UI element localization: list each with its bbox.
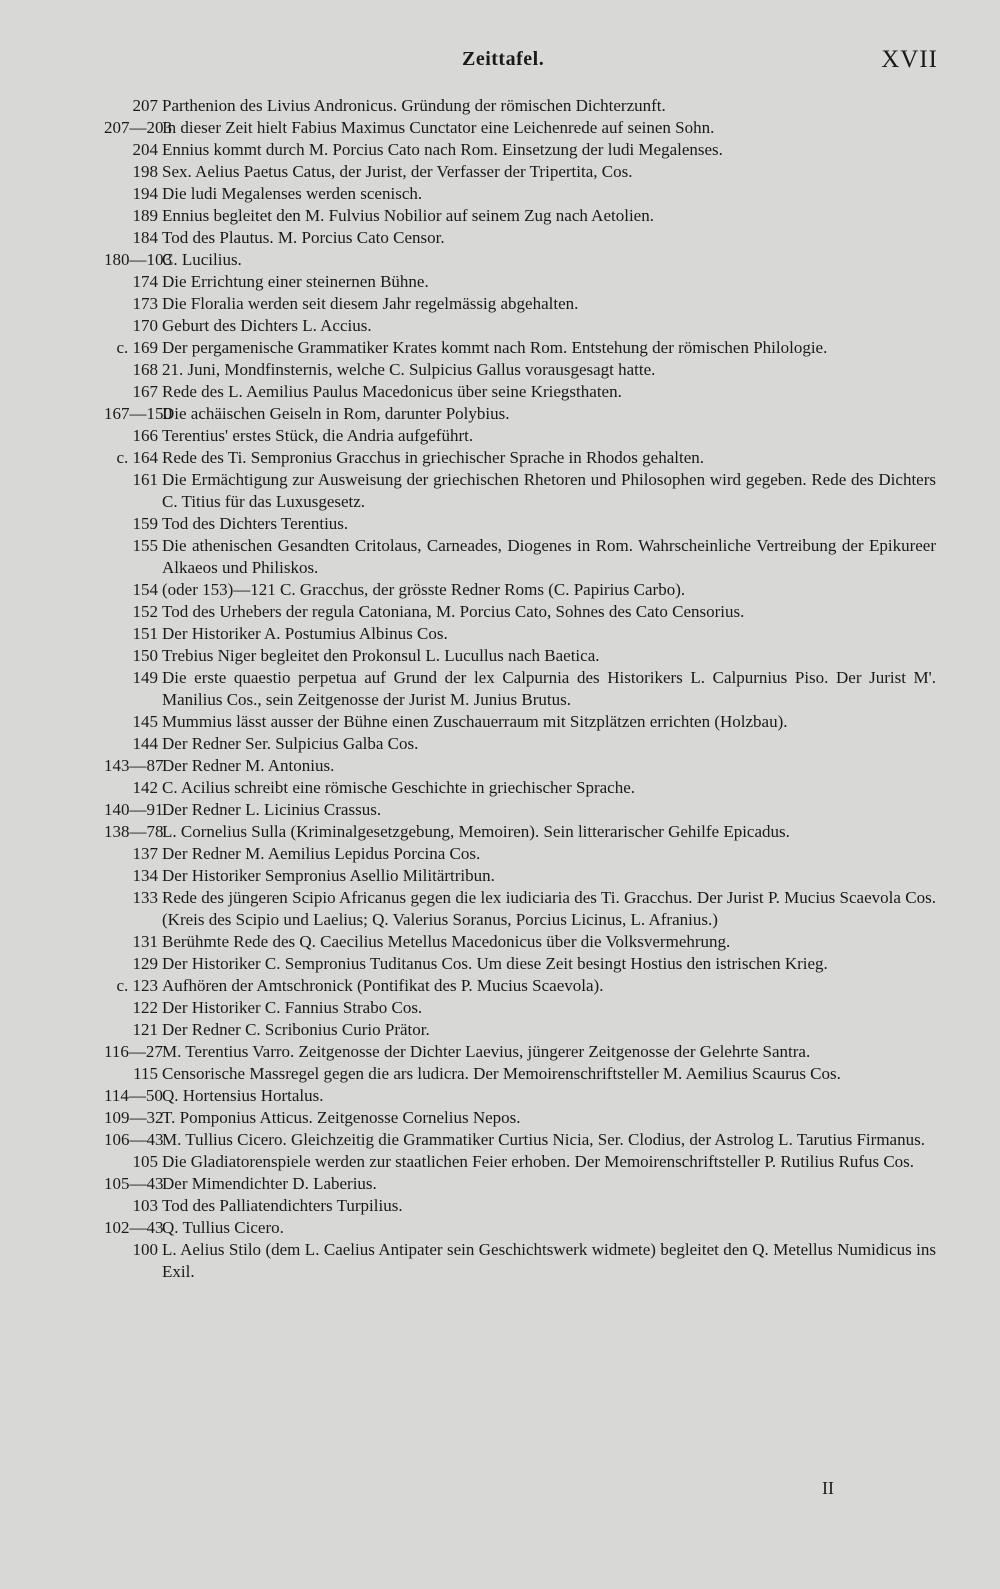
entry-date: c. 123	[116, 976, 158, 995]
entry-date: 105—43	[104, 1174, 164, 1193]
entry-date: 145	[132, 712, 158, 731]
chronology-entry	[80, 535, 936, 579]
entry-text: Aufhören der Amtschronick (Pontifikat des P. Mucius Scaevola).	[162, 976, 604, 995]
entry-date: 152	[132, 602, 158, 621]
chronology-entry	[80, 579, 936, 601]
entry-text: L. Cornelius Sulla (Kriminalgesetzgebung, Memoiren). Sein litterarischer Gehilfe Epicadus.	[162, 822, 790, 841]
entry-text: Ennius kommt durch M. Porcius Cato nach Rom. Einsetzung der ludi Megalenses.	[162, 140, 723, 159]
chronology-entry	[80, 1063, 936, 1085]
entry-date: 174	[132, 272, 158, 291]
chronology-entry	[80, 205, 936, 227]
entry-text: Trebius Niger begleitet den Prokonsul L. Lucullus nach Baetica.	[162, 646, 600, 665]
entry-date: 102—43	[104, 1218, 164, 1237]
chronology-entry	[80, 975, 936, 997]
entry-text: Der Historiker Sempronius Asellio Militärtribun.	[162, 866, 495, 885]
entry-date: 103	[132, 1196, 158, 1215]
chronology-entry	[80, 447, 936, 469]
entry-text: Ennius begleitet den M. Fulvius Nobilior auf seinem Zug nach Aetolien.	[162, 206, 654, 225]
entry-text: Der Redner C. Scribonius Curio Prätor.	[162, 1020, 430, 1039]
chronology-entry	[80, 117, 936, 139]
entry-text: M. Terentius Varro. Zeitgenosse der Dichter Laevius, jüngerer Zeitgenosse der Gelehrte Santra.	[162, 1042, 811, 1061]
entry-date: 133	[132, 888, 158, 907]
entry-text: Die Gladiatorenspiele werden zur staatlichen Feier erhoben. Der Memoirenschriftsteller P. Rutilius Rufus Cos.	[162, 1152, 915, 1171]
entry-text: (oder 153)—121 C. Gracchus, der grösste Redner Roms (C. Papirius Carbo).	[162, 580, 686, 599]
entry-date: 170	[132, 316, 158, 335]
entry-date: 121	[132, 1020, 158, 1039]
chronology-entry	[80, 469, 936, 513]
entry-date: 142	[132, 778, 158, 797]
entry-text: Der Redner L. Licinius Crassus.	[162, 800, 382, 819]
entry-date: 129	[132, 954, 158, 973]
chronology-entry	[80, 777, 936, 799]
entry-text: Sex. Aelius Paetus Catus, der Jurist, der Verfasser der Tripertita, Cos.	[162, 162, 633, 181]
entry-date: 155	[132, 536, 158, 555]
entry-text: Die Floralia werden seit diesem Jahr regelmässig abgehalten.	[162, 294, 579, 313]
chronology-entry	[80, 1173, 936, 1195]
chronology-entry	[80, 1085, 936, 1107]
chronology-entry	[80, 623, 936, 645]
chronology-entry	[80, 601, 936, 623]
signature-mark: II	[822, 1478, 834, 1498]
entry-date: 138—78	[104, 822, 164, 841]
entry-text: Der Redner Ser. Sulpicius Galba Cos.	[162, 734, 419, 753]
entry-text: L. Aelius Stilo (dem L. Caelius Antipater sein Geschichtswerk widmete) begleitet den Q. Metellus Numidicus ins Exil.	[162, 1240, 936, 1281]
chronology-entry	[80, 997, 936, 1019]
entry-date: 167—150	[104, 404, 172, 423]
entry-date: 151	[132, 624, 158, 643]
entry-date: 140—91	[104, 800, 164, 819]
entry-date: 161	[132, 470, 158, 489]
running-header	[0, 44, 1000, 84]
entry-text: Der Mimendichter D. Laberius.	[162, 1174, 377, 1193]
entry-date: 173	[132, 294, 158, 313]
entry-date: 166	[132, 426, 158, 445]
entry-text: Die erste quaestio perpetua auf Grund der lex Calpurnia des Historikers L. Calpurnius Piso. Der Jurist M'. Manilius Cos., sein Zeitgenosse der Jurist M. Junius Brutus.	[162, 668, 936, 709]
chronology-entry	[80, 513, 936, 535]
chronology-entry	[80, 227, 936, 249]
chronology-entry	[80, 1239, 936, 1283]
chronology-entry	[80, 161, 936, 183]
chronology-entry	[80, 887, 936, 931]
entry-date: 150	[132, 646, 158, 665]
entry-text: Tod des Plautus. M. Porcius Cato Censor.	[162, 228, 445, 247]
entry-text: Die athenischen Gesandten Critolaus, Carneades, Diogenes in Rom. Wahrscheinliche Vertreibung der Epikureer Alkaeos und Philiskos.	[162, 536, 936, 577]
entry-date: 131	[132, 932, 158, 951]
chronology-entry	[80, 843, 936, 865]
chronology-entry	[80, 931, 936, 953]
chronology-entry	[80, 1019, 936, 1041]
entry-date: 207—203	[104, 118, 172, 137]
entry-date: 122	[132, 998, 158, 1017]
entry-text: Die Errichtung einer steinernen Bühne.	[162, 272, 429, 291]
chronology-entry	[80, 645, 936, 667]
entry-date: 167	[132, 382, 158, 401]
chronology-entry	[80, 359, 936, 381]
entry-date: 109—32	[104, 1108, 164, 1127]
chronology-entry	[80, 337, 936, 359]
entry-date: 137	[132, 844, 158, 863]
entry-date: 189	[132, 206, 158, 225]
chronology-entry	[80, 425, 936, 447]
entry-date: 106—43	[104, 1130, 164, 1149]
page-number: XVII	[881, 46, 938, 73]
entry-date: 105	[132, 1152, 158, 1171]
entry-date: 198	[132, 162, 158, 181]
entry-text: Censorische Massregel gegen die ars ludicra. Der Memoirenschriftsteller M. Aemilius Scaurus Cos.	[162, 1064, 841, 1083]
chronology-entry	[80, 733, 936, 755]
entry-date: 159	[132, 514, 158, 533]
chronology-list	[80, 95, 936, 1283]
entry-text: Rede des Ti. Sempronius Gracchus in griechischer Sprache in Rhodos gehalten.	[162, 448, 705, 467]
chronology-entry	[80, 799, 936, 821]
entry-date: 180—103	[104, 250, 172, 269]
entry-date: 149	[132, 668, 158, 687]
entry-text: Q. Tullius Cicero.	[162, 1218, 284, 1237]
entry-text: Rede des L. Aemilius Paulus Macedonicus über seine Kriegsthaten.	[162, 382, 622, 401]
chronology-entry	[80, 381, 936, 403]
chronology-entry	[80, 1129, 936, 1151]
entry-text: Der Historiker A. Postumius Albinus Cos.	[162, 624, 448, 643]
entry-text: Parthenion des Livius Andronicus. Gründung der römischen Dichterzunft.	[162, 96, 666, 115]
entry-text: Geburt des Dichters L. Accius.	[162, 316, 372, 335]
chronology-entry	[80, 1107, 936, 1129]
chronology-entry	[80, 711, 936, 733]
entry-text: Der Redner M. Antonius.	[162, 756, 335, 775]
entry-text: T. Pomponius Atticus. Zeitgenosse Cornelius Nepos.	[162, 1108, 521, 1127]
chronology-entry	[80, 139, 936, 161]
entry-text: In dieser Zeit hielt Fabius Maximus Cunctator eine Leichenrede auf seinen Sohn.	[162, 118, 715, 137]
entry-date: 100	[132, 1240, 158, 1259]
entry-text: Berühmte Rede des Q. Caecilius Metellus Macedonicus über die Volksvermehrung.	[162, 932, 731, 951]
chronology-entry	[80, 403, 936, 425]
chronology-entry	[80, 1217, 936, 1239]
chronology-entry	[80, 183, 936, 205]
entry-text: Mummius lässt ausser der Bühne einen Zuschauerraum mit Sitzplätzen errichten (Holzbau).	[162, 712, 788, 731]
chronology-entry	[80, 667, 936, 711]
chronology-entry	[80, 755, 936, 777]
entry-text: Der Redner M. Aemilius Lepidus Porcina Cos.	[162, 844, 481, 863]
entry-date: 168	[132, 360, 158, 379]
entry-date: 154	[132, 580, 158, 599]
chronology-entry	[80, 821, 936, 843]
entry-date: 194	[132, 184, 158, 203]
chronology-entry	[80, 95, 936, 117]
entry-date: 207	[132, 96, 158, 115]
chronology-entry	[80, 293, 936, 315]
entry-date: 184	[132, 228, 158, 247]
entry-text: Der pergamenische Grammatiker Krates kommt nach Rom. Entstehung der römischen Philologie.	[162, 338, 828, 357]
chronology-entry	[80, 271, 936, 293]
entry-date: 144	[132, 734, 158, 753]
entry-date: 143—87	[104, 756, 164, 775]
entry-text: M. Tullius Cicero. Gleichzeitig die Grammatiker Curtius Nicia, Ser. Clodius, der Astrolog L. Tarutius Firmanus.	[162, 1130, 925, 1149]
entry-text: Terentius' erstes Stück, die Andria aufgeführt.	[162, 426, 474, 445]
entry-date: c. 164	[116, 448, 158, 467]
chronology-entry	[80, 249, 936, 271]
entry-text: Der Historiker C. Fannius Strabo Cos.	[162, 998, 423, 1017]
chronology-entry	[80, 1195, 936, 1217]
entry-date: 204	[132, 140, 158, 159]
entry-text: Die achäischen Geiseln in Rom, darunter Polybius.	[162, 404, 510, 423]
entry-text: Die Ermächtigung zur Ausweisung der griechischen Rhetoren und Philosophen wird gegeben. Rede des Dichters C. Titius für das Luxusgesetz.	[162, 470, 936, 511]
chronology-entry	[80, 315, 936, 337]
entry-text: C. Acilius schreibt eine römische Geschichte in griechischer Sprache.	[162, 778, 636, 797]
chronology-entry	[80, 1151, 936, 1173]
chronology-entry	[80, 953, 936, 975]
entry-date: 134	[132, 866, 158, 885]
entry-text: Die ludi Megalenses werden scenisch.	[162, 184, 423, 203]
chronology-entry	[80, 865, 936, 887]
entry-date: 114—50	[104, 1086, 163, 1105]
entry-date: 116—27	[104, 1042, 163, 1061]
entry-text: Der Historiker C. Sempronius Tuditanus Cos. Um diese Zeit besingt Hostius den istrischen Krieg.	[162, 954, 828, 973]
chronology-entry	[80, 1041, 936, 1063]
page-title: Zeittafel.	[462, 48, 545, 70]
entry-text: Tod des Urhebers der regula Catoniana, M. Porcius Cato, Sohnes des Cato Censorius.	[162, 602, 745, 621]
entry-date: c. 169	[116, 338, 158, 357]
entry-text: Tod des Dichters Terentius.	[162, 514, 349, 533]
entry-date: 115	[133, 1064, 158, 1083]
entry-text: 21. Juni, Mondfinsternis, welche C. Sulpicius Gallus vorausgesagt hatte.	[162, 360, 656, 379]
entry-text: C. Lucilius.	[162, 250, 242, 269]
entry-text: Q. Hortensius Hortalus.	[162, 1086, 324, 1105]
entry-text: Tod des Palliatendichters Turpilius.	[162, 1196, 403, 1215]
entry-text: Rede des jüngeren Scipio Africanus gegen die lex iudiciaria des Ti. Gracchus. Der Jurist P. Mucius Scaevola Cos. (Kreis des Scipio und Laelius; Q. Valerius Soranus, Porcius Licinus, L. Afranius.)	[162, 888, 936, 929]
